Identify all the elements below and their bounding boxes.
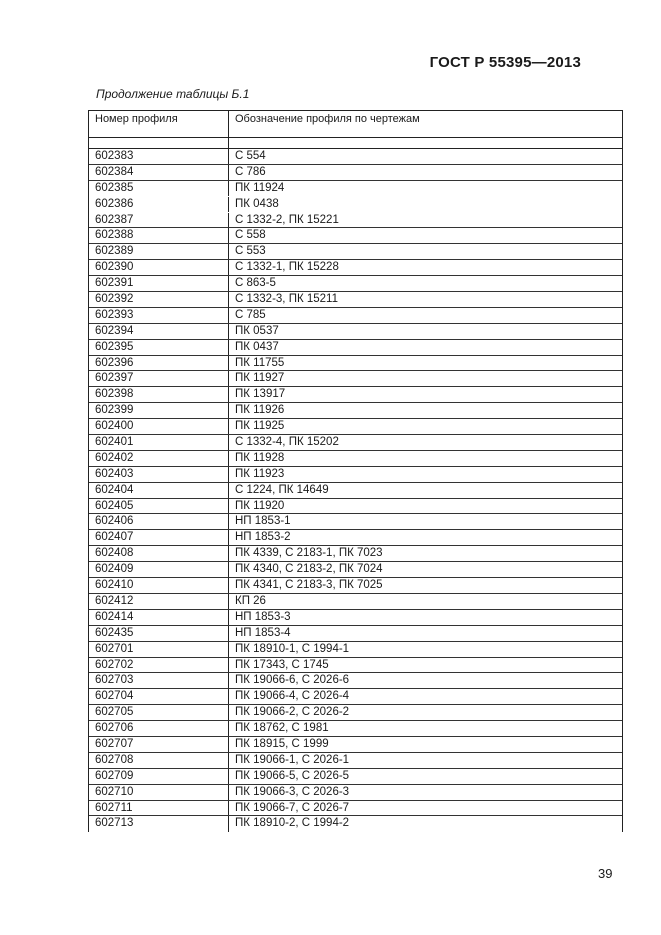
profile-designation-cell: ПК 18910-2, С 1994-2 bbox=[235, 817, 350, 830]
profile-designation-cell: С 554 bbox=[235, 150, 266, 162]
profile-number-cell: 602702 bbox=[89, 658, 229, 673]
spacer-cell bbox=[89, 138, 229, 148]
profile-designation-cell: ПК 4340, С 2183-2, ПК 7024 bbox=[235, 563, 383, 576]
profile-designation-cell: С 863-5 bbox=[235, 277, 276, 290]
profile-number-cell: 602713 bbox=[89, 816, 229, 832]
table-row bbox=[89, 499, 622, 515]
profile-designation-cell: НП 1853-2 bbox=[235, 531, 291, 544]
table-row bbox=[89, 753, 622, 769]
profile-table bbox=[88, 110, 623, 832]
profile-number-cell: 602706 bbox=[89, 721, 229, 736]
profile-number-cell: 602385 bbox=[89, 181, 229, 196]
profile-number-cell: 602410 bbox=[89, 578, 229, 593]
profile-designation-cell: С 785 bbox=[235, 308, 266, 321]
table-row bbox=[89, 737, 622, 753]
profile-designation-cell: С 553 bbox=[235, 245, 266, 258]
table-row bbox=[89, 514, 622, 530]
table-row bbox=[89, 642, 622, 658]
table-row bbox=[89, 689, 622, 705]
profile-designation-cell: НП 1853-1 bbox=[235, 515, 291, 528]
profile-designation-cell: ПК 19066-4, С 2026-4 bbox=[235, 690, 350, 703]
profile-designation-cell: ПК 13917 bbox=[235, 388, 286, 401]
profile-designation-cell: С 786 bbox=[235, 165, 266, 178]
table-row bbox=[89, 419, 622, 435]
table-row bbox=[89, 308, 622, 324]
table-row bbox=[89, 324, 622, 340]
table-row bbox=[89, 562, 622, 578]
table-header-spacer bbox=[89, 138, 622, 149]
table-row bbox=[89, 260, 622, 276]
profile-number-cell: 602383 bbox=[89, 149, 229, 164]
profile-designation-cell: НП 1853-3 bbox=[235, 610, 291, 623]
table-body bbox=[89, 149, 622, 832]
profile-designation-cell: НП 1853-4 bbox=[235, 626, 291, 639]
profile-number-cell: 602394 bbox=[89, 324, 229, 339]
table-row bbox=[89, 610, 622, 626]
profile-number-cell: 602399 bbox=[89, 403, 229, 418]
table-row bbox=[89, 626, 622, 642]
profile-designation-cell: ПК 0438 bbox=[235, 197, 279, 210]
table-row bbox=[89, 658, 622, 674]
profile-number-cell: 602703 bbox=[89, 673, 229, 688]
profile-designation-cell: ПК 11928 bbox=[235, 451, 285, 464]
profile-designation-cell: ПК 19066-3, С 2026-3 bbox=[235, 785, 350, 798]
profile-number-cell: 602402 bbox=[89, 451, 229, 466]
profile-designation-cell: С 1224, ПК 14649 bbox=[235, 483, 329, 496]
profile-number-cell: 602388 bbox=[89, 228, 229, 243]
profile-number-cell: 602389 bbox=[89, 244, 229, 259]
table-row bbox=[89, 213, 622, 229]
table-row bbox=[89, 149, 622, 165]
table-row bbox=[89, 801, 622, 817]
profile-designation-cell: ПК 0437 bbox=[235, 340, 279, 353]
profile-designation-cell: ПК 11927 bbox=[235, 372, 285, 385]
profile-designation-cell: ПК 11926 bbox=[235, 404, 285, 417]
table-row bbox=[89, 292, 622, 308]
profile-number-cell: 602407 bbox=[89, 530, 229, 545]
table-row bbox=[89, 546, 622, 562]
profile-number-cell: 602708 bbox=[89, 753, 229, 768]
profile-number-cell: 602403 bbox=[89, 467, 229, 482]
profile-number-cell: 602404 bbox=[89, 483, 229, 498]
table-header-row bbox=[89, 111, 622, 138]
profile-designation-cell: ПК 19066-2, С 2026-2 bbox=[235, 706, 350, 719]
profile-number-cell: 602397 bbox=[89, 371, 229, 386]
profile-designation-cell: ПК 18762, С 1981 bbox=[235, 722, 329, 735]
profile-designation-cell: ПК 11755 bbox=[235, 356, 285, 369]
profile-number-cell: 602398 bbox=[89, 387, 229, 402]
profile-designation-cell: ПК 19066-1, С 2026-1 bbox=[235, 753, 350, 766]
profile-number-cell: 602386 bbox=[89, 197, 229, 212]
table-row bbox=[89, 530, 622, 546]
profile-number-cell: 602405 bbox=[89, 499, 229, 514]
table-row bbox=[89, 483, 622, 499]
profile-designation-cell: ПК 18910-1, С 1994-1 bbox=[235, 642, 350, 655]
profile-number-cell: 602704 bbox=[89, 689, 229, 704]
table-row bbox=[89, 356, 622, 372]
profile-number-cell: 602710 bbox=[89, 785, 229, 800]
profile-designation-cell: ПК 4339, С 2183-1, ПК 7023 bbox=[235, 547, 383, 560]
profile-designation-cell: С 1332-3, ПК 15211 bbox=[235, 293, 338, 306]
document-standard-header: ГОСТ Р 55395—2013 bbox=[429, 54, 581, 71]
table-row bbox=[89, 721, 622, 737]
profile-number-cell: 602393 bbox=[89, 308, 229, 323]
profile-designation-cell: ПК 19066-6, С 2026-6 bbox=[235, 674, 350, 687]
table-row bbox=[89, 467, 622, 483]
profile-number-cell: 602406 bbox=[89, 514, 229, 529]
profile-number-cell: 602435 bbox=[89, 626, 229, 641]
table-row bbox=[89, 785, 622, 801]
table-row bbox=[89, 578, 622, 594]
profile-number-cell: 602390 bbox=[89, 260, 229, 275]
profile-designation-cell: ПК 11920 bbox=[235, 499, 285, 512]
profile-designation-cell: ПК 18915, С 1999 bbox=[235, 737, 329, 750]
profile-number-cell: 602707 bbox=[89, 737, 229, 752]
table-row bbox=[89, 387, 622, 403]
profile-number-cell: 602408 bbox=[89, 546, 229, 561]
table-row bbox=[89, 165, 622, 181]
spacer-cell bbox=[229, 138, 622, 148]
table-row bbox=[89, 197, 622, 213]
profile-number-cell: 602705 bbox=[89, 705, 229, 720]
table-row bbox=[89, 594, 622, 610]
profile-number-cell: 602392 bbox=[89, 292, 229, 307]
table-row bbox=[89, 228, 622, 244]
profile-number-cell: 602711 bbox=[89, 801, 229, 816]
page-number: 39 bbox=[598, 866, 613, 881]
profile-designation-cell: ПК 0537 bbox=[235, 324, 279, 337]
table-row bbox=[89, 705, 622, 721]
table-row bbox=[89, 403, 622, 419]
profile-number-cell: 602384 bbox=[89, 165, 229, 180]
table-row bbox=[89, 244, 622, 260]
profile-designation-cell: ПК 4341, С 2183-3, ПК 7025 bbox=[235, 579, 383, 592]
table-row bbox=[89, 276, 622, 292]
profile-designation-cell: ПК 11923 bbox=[235, 467, 285, 480]
table-row bbox=[89, 816, 622, 832]
column-header-profile-number: Номер профиля bbox=[89, 111, 229, 137]
table-row bbox=[89, 673, 622, 689]
profile-designation-cell: КП 26 bbox=[235, 594, 266, 607]
column-header-profile-designation: Обозначение профиля по чертежам bbox=[235, 113, 420, 125]
profile-number-cell: 602395 bbox=[89, 340, 229, 355]
profile-number-cell: 602701 bbox=[89, 642, 229, 657]
profile-number-cell: 602391 bbox=[89, 276, 229, 291]
profile-designation-cell: ПК 19066-5, С 2026-5 bbox=[235, 769, 350, 782]
profile-number-cell: 602412 bbox=[89, 594, 229, 609]
profile-number-cell: 602409 bbox=[89, 562, 229, 577]
profile-number-cell: 602414 bbox=[89, 610, 229, 625]
profile-number-cell: 602396 bbox=[89, 356, 229, 371]
profile-designation-cell: ПК 17343, С 1745 bbox=[235, 658, 329, 671]
profile-designation-cell: С 1332-2, ПК 15221 bbox=[235, 213, 339, 226]
profile-number-cell: 602387 bbox=[89, 213, 229, 228]
table-row bbox=[89, 435, 622, 451]
profile-designation-cell: С 1332-1, ПК 15228 bbox=[235, 261, 339, 274]
profile-designation-cell: ПК 11925 bbox=[235, 420, 285, 433]
table-row bbox=[89, 181, 622, 197]
profile-number-cell: 602401 bbox=[89, 435, 229, 450]
profile-designation-cell: С 1332-4, ПК 15202 bbox=[235, 436, 339, 449]
table-row bbox=[89, 769, 622, 785]
table-row bbox=[89, 371, 622, 387]
table-row bbox=[89, 340, 622, 356]
profile-number-cell: 602400 bbox=[89, 419, 229, 434]
profile-designation-cell: ПК 19066-7, С 2026-7 bbox=[235, 801, 350, 814]
table-row bbox=[89, 451, 622, 467]
table-caption: Продолжение таблицы Б.1 bbox=[96, 87, 250, 101]
profile-designation-cell: С 558 bbox=[235, 229, 266, 242]
profile-designation-cell: ПК 11924 bbox=[235, 181, 285, 194]
profile-number-cell: 602709 bbox=[89, 769, 229, 784]
